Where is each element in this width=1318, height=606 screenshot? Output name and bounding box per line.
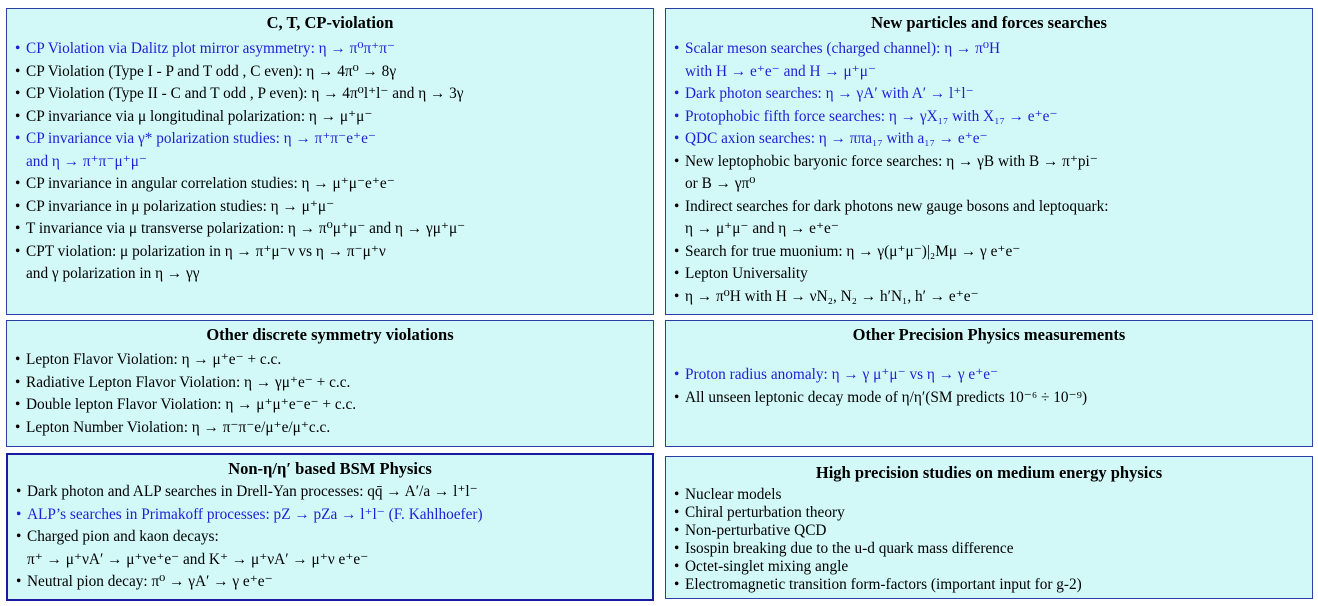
panel-non-eta-bsm [6, 453, 654, 601]
panel-discrete-symmetry [6, 320, 654, 447]
list-item: • Search for true muonium: η → γ(μ⁺μ⁻)|₂Mμ → γ e⁺e⁻ [674, 241, 1312, 264]
list-item: • CP invariance in angular correlation studies: η → μ⁺μ⁻e⁺e⁻ [15, 173, 653, 196]
list-item: • T invariance via μ transverse polarization: η → π⁰μ⁺μ⁻ and η → γμ⁺μ⁻ [15, 218, 653, 241]
list-item: • Radiative Lepton Flavor Violation: η → γμ⁺e⁻ + c.c. [15, 372, 653, 395]
list-item: • New leptophobic baryonic force searches: η → γB with B → π⁺pi⁻ [674, 151, 1312, 174]
list-item: • CPT violation: μ polarization in η → π⁺μ⁻ν vs η → π⁻μ⁺ν [15, 241, 653, 264]
panel-title: Other Precision Physics measurements [852, 325, 1126, 344]
item-list [666, 486, 1312, 594]
panel-title: New particles and forces searches [871, 13, 1107, 32]
list-item-continuation: with H → e⁺e⁻ and H → μ⁺μ⁻ [685, 62, 877, 80]
list-item: • Scalar meson searches (charged channel): η → π⁰H [674, 38, 1312, 61]
list-item-continuation: and η → π⁺π⁻μ⁺μ⁻ [26, 152, 148, 170]
list-item: • CP invariance in μ polarization studies: η → μ⁺μ⁻ [15, 196, 653, 219]
item-list [8, 481, 652, 594]
list-item: • Lepton Universality [674, 263, 1312, 286]
list-item-continuation: and γ polarization in η → γγ [26, 265, 200, 282]
panel-cpt-violation [6, 8, 654, 315]
item-list [666, 364, 1312, 409]
list-item-continuation: or B → γπ⁰ [685, 175, 756, 192]
list-item: • Lepton Number Violation: η → π⁻π⁻e/μ⁺e/μ⁺c.c. [15, 417, 653, 440]
panel-title: C, T, CP-violation [266, 13, 394, 32]
panel-precision-physics [665, 320, 1313, 447]
list-item: • Electromagnetic transition form-factors (important input for g-2) [674, 576, 1312, 594]
list-item: • η → π⁰H with H → νN₂, N₂ → h′N₁, h′ → e⁺e⁻ [674, 286, 1312, 309]
list-item: • CP Violation (Type I - P and T odd , C even): η → 4π⁰ → 8γ [15, 61, 653, 84]
list-item: • CP invariance via μ longitudinal polarization: η → μ⁺μ⁻ [15, 106, 653, 129]
list-item: • CP invariance via γ* polarization studies: η → π⁺π⁻e⁺e⁻ [15, 128, 653, 151]
list-item: • Nuclear models [674, 486, 1312, 504]
list-item: • Dark photon searches: η → γA′ with A′ → l⁺l⁻ [674, 83, 1312, 106]
panel-medium-energy [665, 456, 1313, 599]
list-item-continuation: π⁺ → μ⁺νA′ → μ⁺νe⁺e⁻ and K⁺ → μ⁺νA′ → μ⁺ν e⁺e⁻ [27, 550, 369, 568]
item-list [7, 349, 653, 439]
list-item: • CP Violation (Type II - C and T odd , P even): η → 4π⁰l⁺l⁻ and η → 3γ [15, 83, 653, 106]
item-list [666, 38, 1312, 308]
list-item: • Lepton Flavor Violation: η → μ⁺e⁻ + c.c. [15, 349, 653, 372]
list-item: • Double lepton Flavor Violation: η → μ⁺μ⁺e⁻e⁻ + c.c. [15, 394, 653, 417]
list-item: • Octet-singlet mixing angle [674, 558, 1312, 576]
panel-title: Other discrete symmetry violations [206, 325, 454, 344]
list-item: • Proton radius anomaly: η → γ μ⁺μ⁻ vs η → γ e⁺e⁻ [674, 364, 1312, 387]
list-item: • Isospin breaking due to the u-d quark mass difference [674, 540, 1312, 558]
list-item: • Neutral pion decay: π⁰ → γA′ → γ e⁺e⁻ [16, 571, 652, 594]
list-item: • ALP’s searches in Primakoff processes: pZ → pZa → l⁺l⁻ (F. Kahlhoefer) [16, 504, 652, 527]
panel-new-particles [665, 8, 1313, 315]
list-item: • Dark photon and ALP searches in Drell-Yan processes: qq̄ → A′/a → l⁺l⁻ [16, 481, 652, 504]
list-item: • CP Violation via Dalitz plot mirror asymmetry: η → π⁰π⁺π⁻ [15, 38, 653, 61]
list-item: • Indirect searches for dark photons new gauge bosons and leptoquark: [674, 196, 1312, 219]
list-item: • Chiral perturbation theory [674, 504, 1312, 522]
list-item: • Charged pion and kaon decays: [16, 526, 652, 549]
panel-title: Non-η/η′ based BSM Physics [228, 459, 432, 478]
list-item: • All unseen leptonic decay mode of η/η′(SM predicts 10⁻⁶ ÷ 10⁻⁹) [674, 387, 1312, 410]
list-item: • Non-perturbative QCD [674, 522, 1312, 540]
list-item: • Protophobic fifth force searches: η → γX₁₇ with X₁₇ → e⁺e⁻ [674, 106, 1312, 129]
list-item-continuation: η → μ⁺μ⁻ and η → e⁺e⁻ [685, 220, 839, 237]
list-item: • QDC axion searches: η → ππa₁₇ with a₁₇ → e⁺e⁻ [674, 128, 1312, 151]
item-list [7, 38, 653, 286]
panel-title: High precision studies on medium energy physics [815, 463, 1163, 482]
